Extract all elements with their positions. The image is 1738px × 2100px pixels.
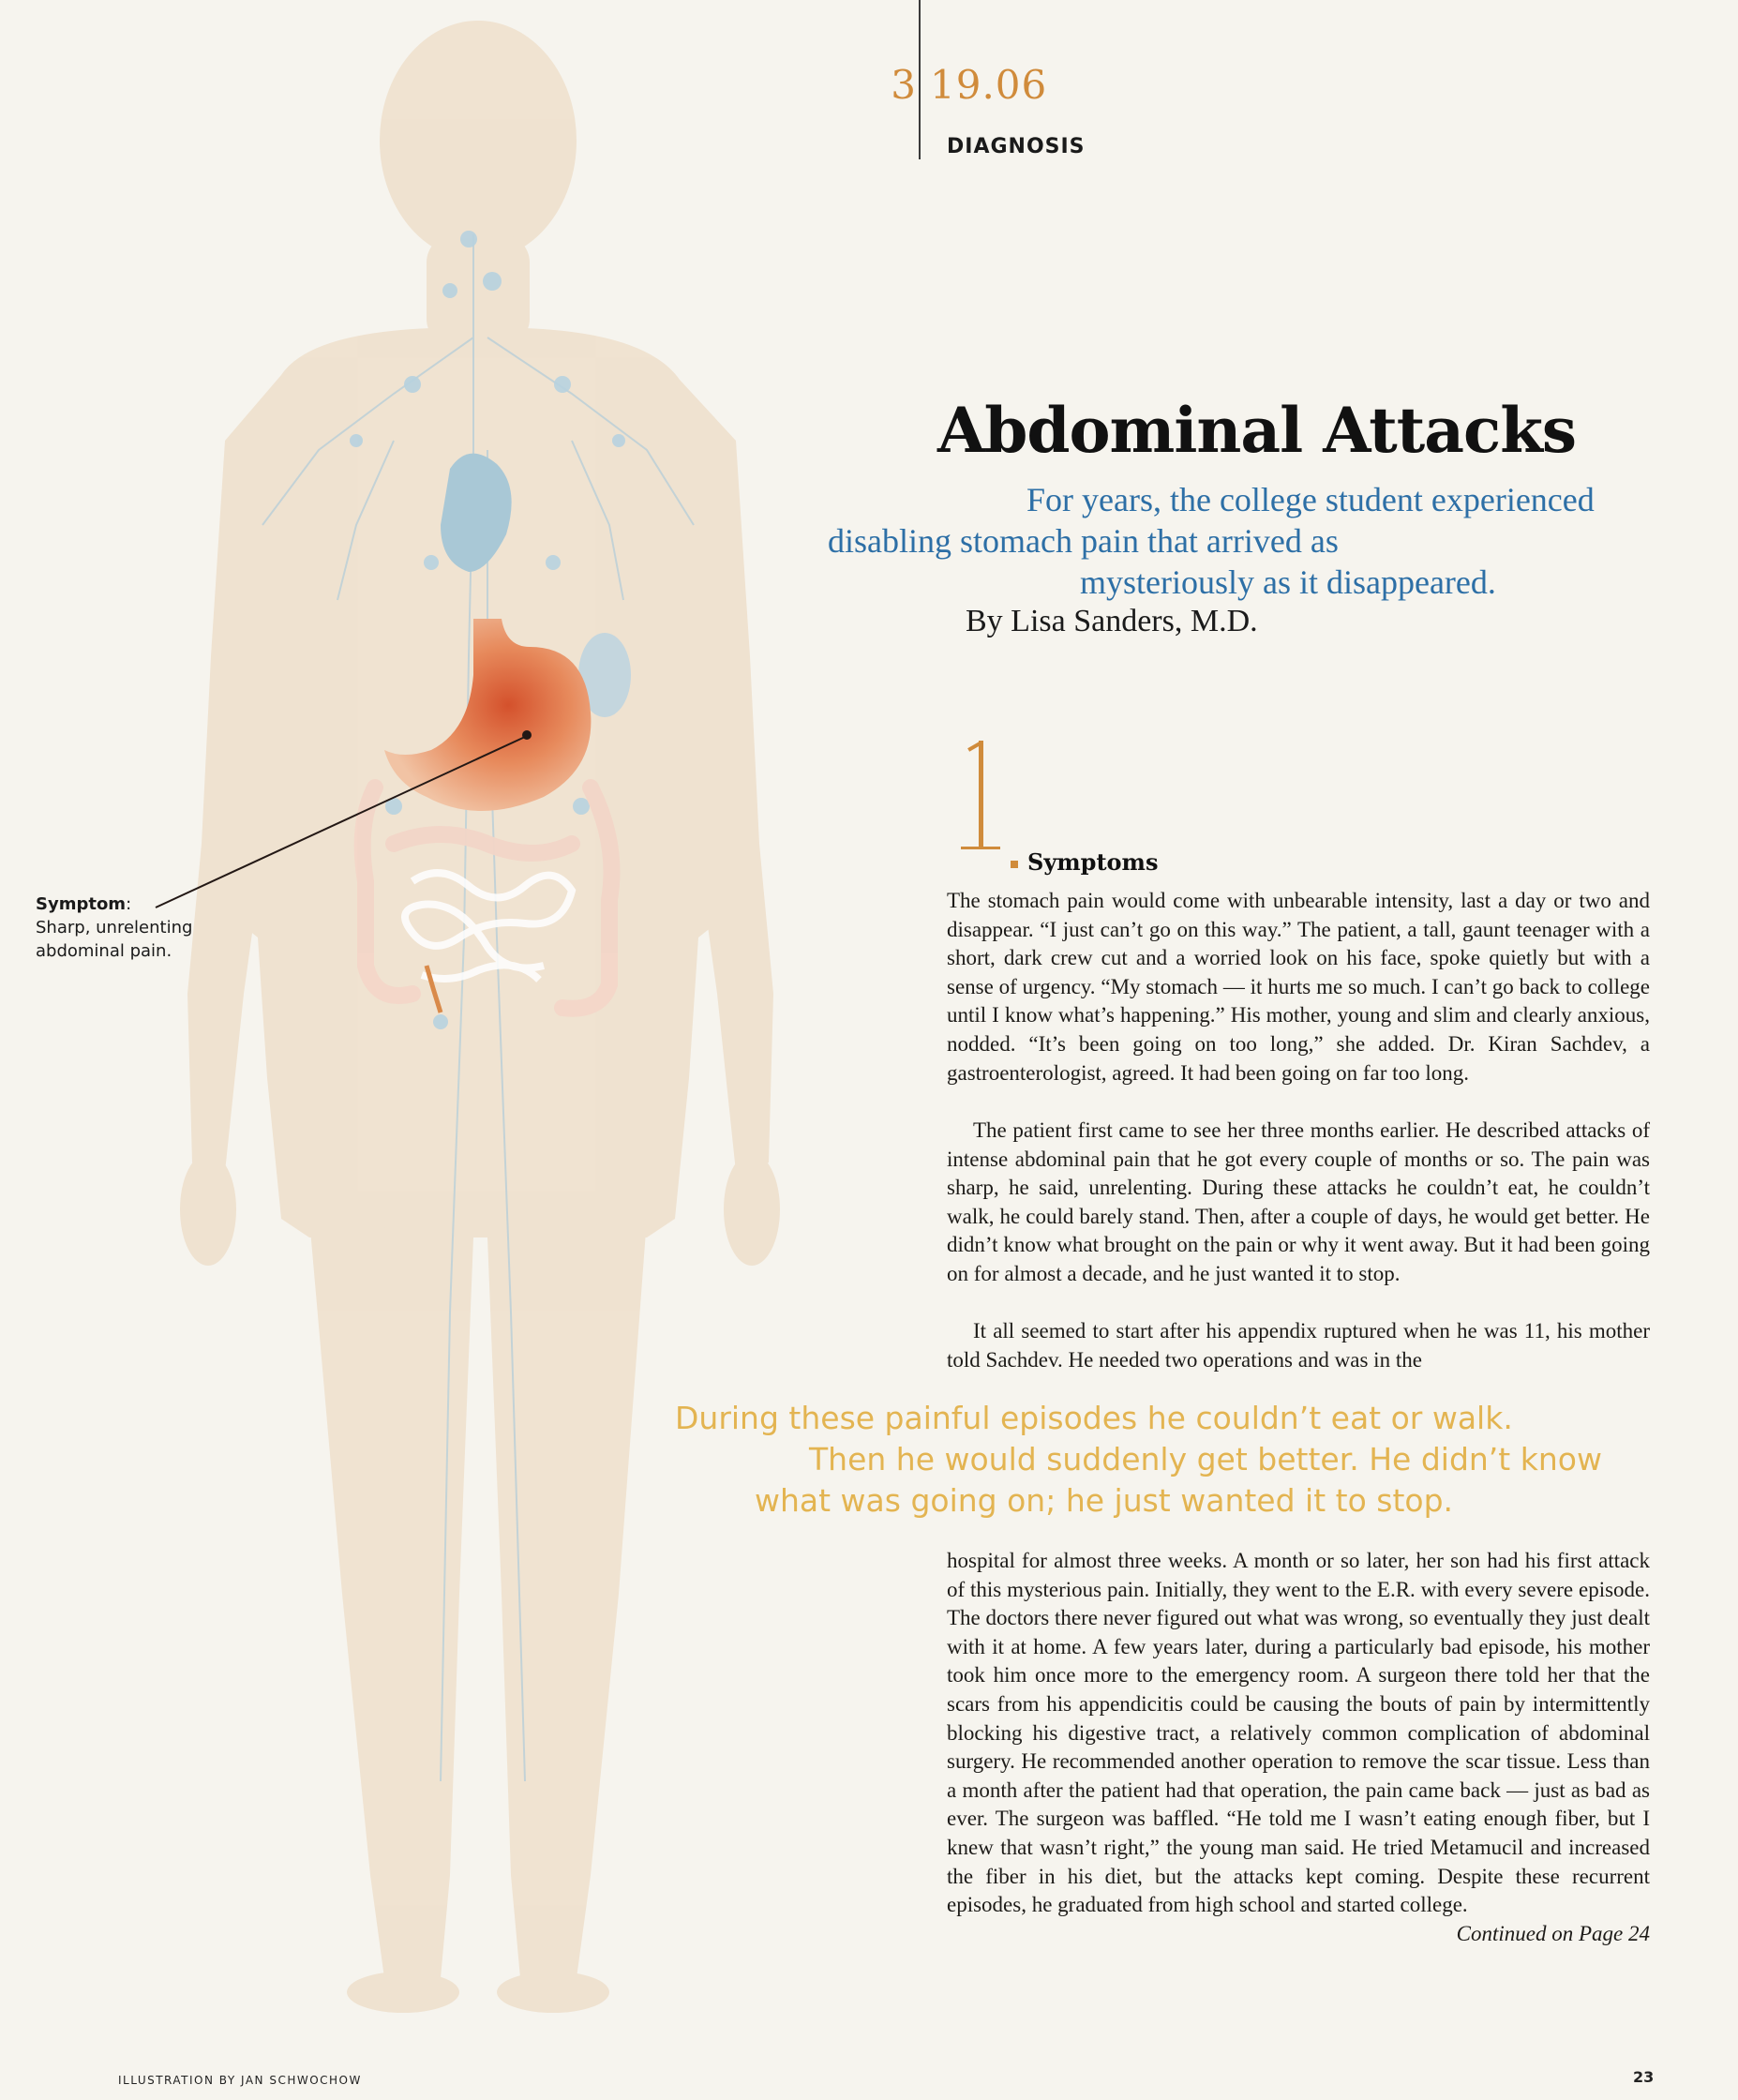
symptom-annotation: Symptom: Sharp, unrelenting abdominal pain. <box>36 894 193 961</box>
symptoms-heading-text: Symptoms <box>1027 848 1159 876</box>
body-paragraph-text: hospital for almost three weeks. A month or so later, her son had his first attack of this mysterious pain. Initially, they went to the E.R. with every severe episode. The doctors there never figured out what was wrong, so eventually they just dealt with it at home. A few years later, during a particularly bad episode, his mother took him once more to the emergency room. A surgeon there told her that the scars from his appendicitis could be causing the bouts of pain by intermittently blocking his digestive tract, a relatively common complication of abdominal surgery. He recommended another operation to remove the scar tissue. Less than a month after the patient had that operation, the pain came back — just as bad as ever. The surgeon was baffled. “He told me I wasn’t eating enough fiber, but I knew that wasn’t right,” the young man said. He tried Metamucil and increased the fiber in his diet, but the attacks kept coming. Despite these recurrent episodes, he graduated from high school and started college. <box>947 1549 1650 1917</box>
page-number: 23 <box>1633 2068 1655 2086</box>
issue-date-day-year: 19.06 <box>930 62 1048 108</box>
illustration-credit: ILLUSTRATION BY JAN SCHWOCHOW <box>118 2074 362 2087</box>
annotation-text-line: Sharp, unrelenting <box>36 918 193 938</box>
article-dek-line-1: For years, the college student experienced <box>1026 481 1595 518</box>
annotation-text-line: abdominal pain. <box>36 941 172 961</box>
header-rule <box>919 0 921 159</box>
body-paragraph: It all seemed to start after his appendix ruptured when he was 11, his mother told Sachdev. He needed two operations and was in the <box>947 1319 1650 1372</box>
byline: By Lisa Sanders, M.D. <box>966 604 1258 638</box>
square-bullet-icon <box>1011 861 1018 868</box>
pull-quote-line-1: During these painful episodes he couldn’t eat or walk. <box>675 1400 1513 1436</box>
article-dek-line-2: disabling stomach pain that arrived as <box>828 522 1339 560</box>
symptoms-heading <box>1011 848 1158 876</box>
body-paragraph <box>947 1547 1650 1948</box>
body-paragraph: The patient first came to see her three months earlier. He described attacks of intense abdominal pain that he got every couple of months or so. The pain was sharp, he said, unrelenting. During these attacks he couldn’t eat, he couldn’t walk, he could barely stand. Then, after a couple of days, he would get better. He didn’t know what brought on the pain or why it went away. But it had been going on for almost a decade, and he just wanted it to stop. <box>947 1118 1650 1285</box>
annotation-label: Symptom <box>36 894 127 914</box>
issue-date-month: 3 <box>891 62 917 108</box>
pull-quote-line-3: what was going on; he just wanted it to stop. <box>755 1482 1454 1519</box>
article-title: Abdominal Attacks <box>937 394 1577 467</box>
article-dek-line-3: mysteriously as it disappeared. <box>1080 563 1496 601</box>
drop-numeral-one <box>961 741 998 853</box>
continued-jump-link[interactable]: Continued on Page 24 <box>1456 1921 1650 1945</box>
body-paragraph: The stomach pain would come with unbearable intensity, last a day or two and disappear. “I just can’t go on this way.” The patient, a tall, gaunt teenager with a short, dark crew cut and a worried look on his face, spoke quietly but with a sense of urgency. “My stomach — it hurts me so much. I can’t go back to college until I know what’s happening.” His mother, young and slim and clearly anxious, nodded. “It’s been going on too long,” she added. Dr. Kiran Sachdev, a gastroenterologist, agreed. It had been going on far too long. <box>947 889 1650 1085</box>
pull-quote-line-2: Then he would suddenly get better. He didn’t know <box>809 1441 1602 1478</box>
section-label: DIAGNOSIS <box>947 135 1086 158</box>
body-silhouette <box>180 21 780 2013</box>
